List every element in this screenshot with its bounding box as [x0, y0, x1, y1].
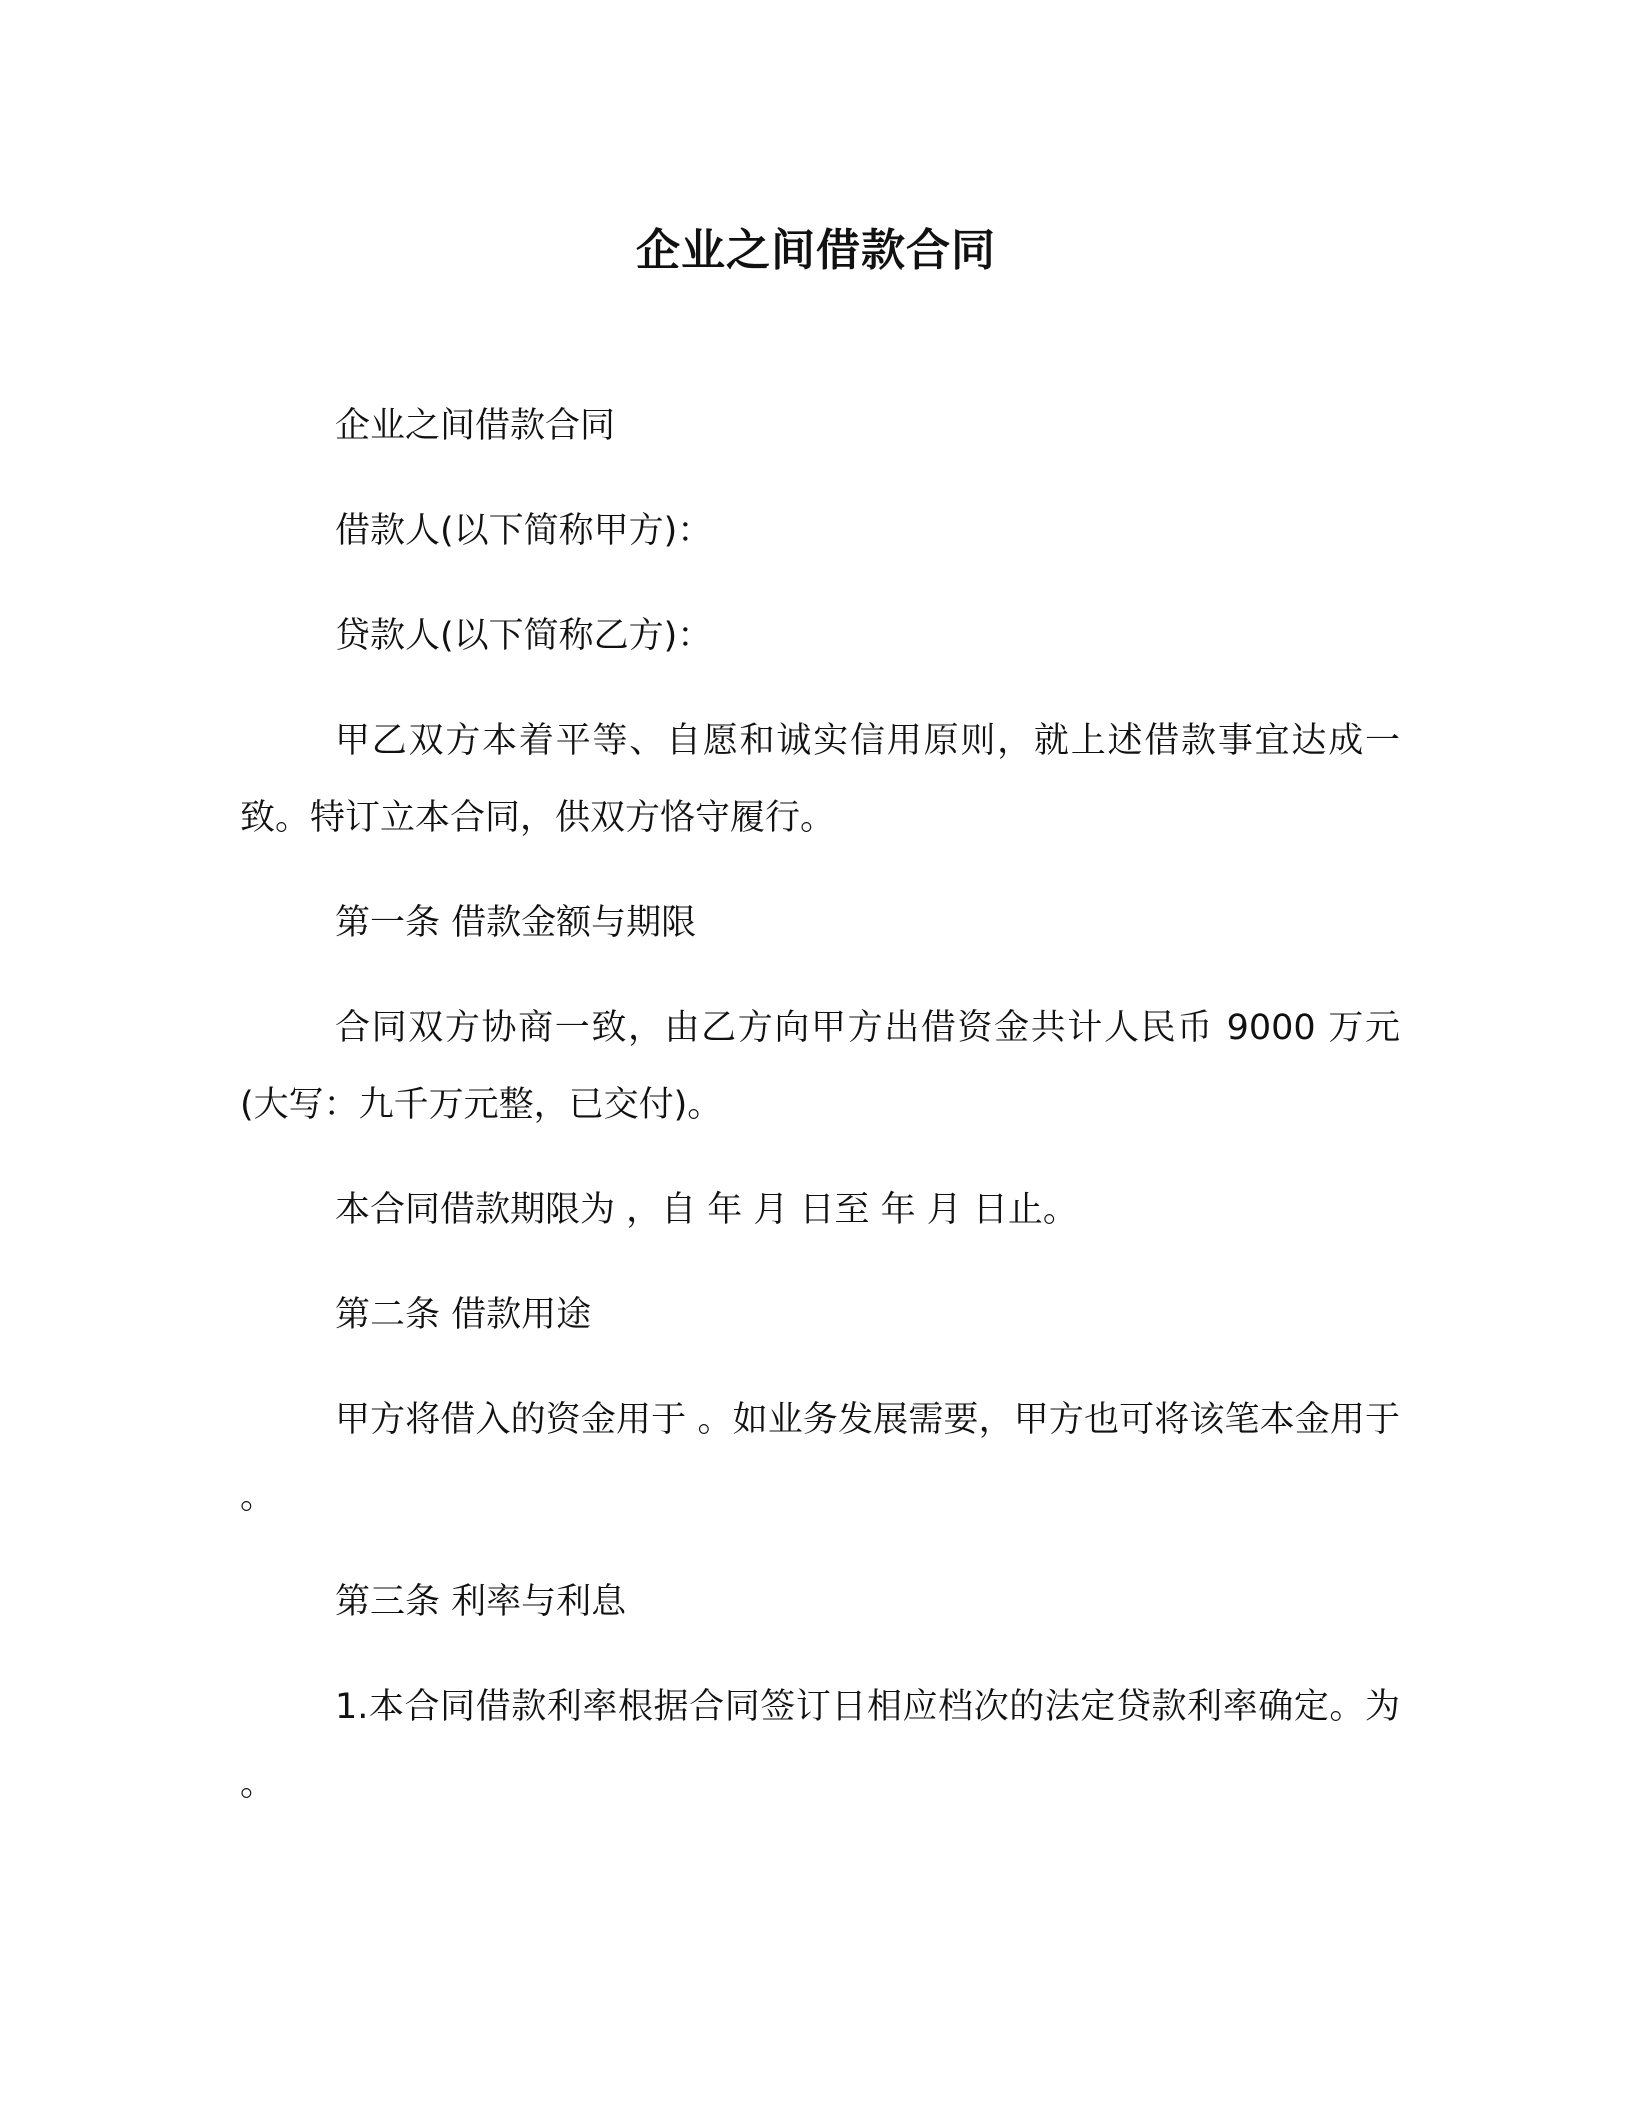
paragraph-borrower: 借款人(以下简称甲方)：: [335, 511, 713, 551]
article-1-heading: 第一条 借款金额与期限: [335, 903, 697, 943]
paragraph-preamble: 甲乙双方本着平等、自愿和诚实信用原则，就上述借款事宜达成一致。特订立本合同，供双方恪守履行。: [240, 721, 1400, 838]
paragraph-loan-purpose: 甲方将借入的资金用于 。如业务发展需要，甲方也可将该笔本金用于 。: [240, 1400, 1400, 1517]
paragraph-heading: 企业之间借款合同: [335, 406, 616, 446]
paragraph-loan-term: 本合同借款期限为 ，自 年 月 日至 年 月 日止。: [335, 1190, 1078, 1230]
article-2-heading: 第二条 借款用途: [335, 1295, 592, 1335]
document-body: [240, 388, 1400, 1851]
article-3-heading: 第三条 利率与利息: [335, 1582, 627, 1622]
document-title: 企业之间借款合同: [636, 225, 996, 276]
paragraph-loan-amount: 合同双方协商一致，由乙方向甲方出借资金共计人民币 9000 万元(大写：九千万元整，已交付)。: [240, 1008, 1400, 1125]
paragraph-interest-rate: 1.本合同借款利率根据合同签订日相应档次的法定贷款利率确定。为 。: [240, 1687, 1400, 1804]
paragraph-lender: 贷款人(以下简称乙方)：: [335, 616, 713, 656]
